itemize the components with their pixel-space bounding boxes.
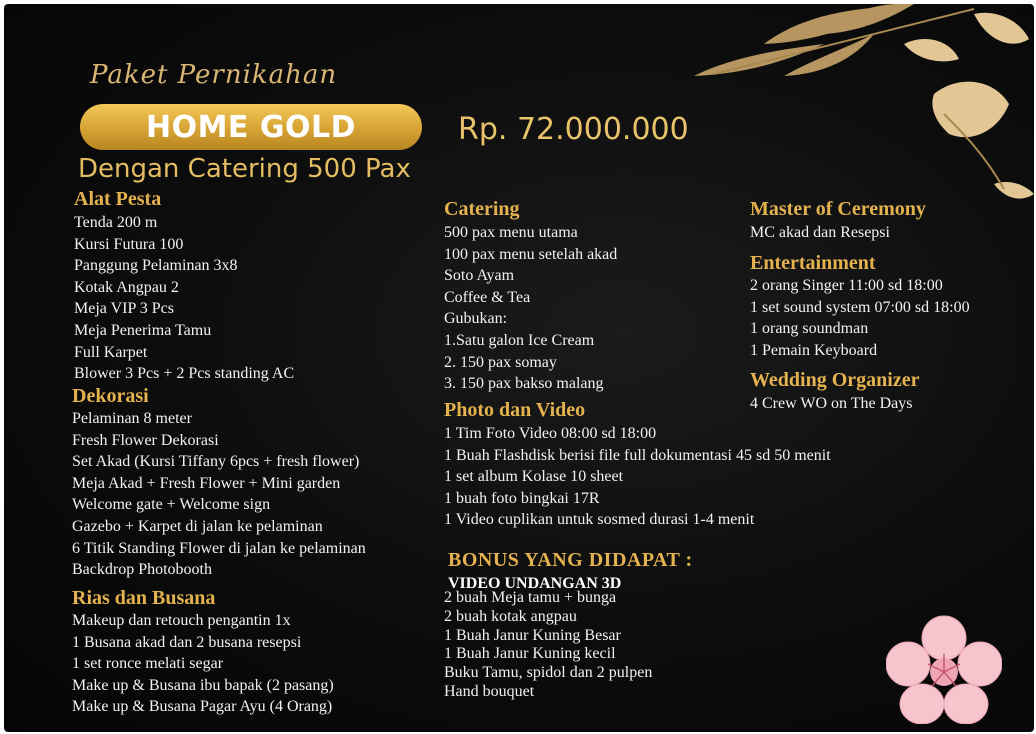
- section-title-rias: Rias dan Busana: [72, 587, 216, 609]
- list-item: Gazebo + Karpet di jalan ke pelaminan: [72, 517, 323, 535]
- package-name: HOME GOLD: [145, 109, 357, 145]
- list-item: 2. 150 pax somay: [444, 353, 557, 371]
- list-entertainment: [750, 275, 970, 361]
- list-item: Meja Akad + Fresh Flower + Mini garden: [72, 474, 341, 492]
- list-item: Backdrop Photobooth: [72, 561, 212, 579]
- list-item: MC akad dan Resepsi: [750, 224, 890, 241]
- bonus-subtitle: VIDEO UNDANGAN 3D: [448, 575, 622, 592]
- list-item: 1 Tim Foto Video 08:00 sd 18:00: [444, 425, 657, 442]
- list-item: 1 set sound system 07:00 sd 18:00: [750, 298, 970, 316]
- list-item: 1 set ronce melati segar: [72, 655, 224, 673]
- list-item: Blower 3 Pcs + 2 Pcs standing AC: [74, 365, 295, 383]
- section-title-alat-pesta: Alat Pesta: [74, 188, 162, 210]
- list-wo: [750, 393, 913, 415]
- list-item: 2 buah Meja tamu + bunga: [444, 589, 617, 606]
- list-item: Meja VIP 3 Pcs: [74, 300, 174, 318]
- list-catering: [444, 222, 617, 395]
- section-title-photo: Photo dan Video: [444, 399, 586, 421]
- list-item: 1.Satu galon Ice Cream: [444, 331, 595, 349]
- list-item: Coffee & Tea: [444, 288, 531, 306]
- list-alat-pesta: [74, 212, 294, 385]
- list-photo: [444, 423, 831, 531]
- list-item: Hand bouquet: [444, 682, 535, 700]
- list-item: 2 orang Singer 11:00 sd 18:00: [750, 277, 943, 294]
- list-bonus: [444, 589, 652, 702]
- list-dekorasi: [72, 408, 366, 581]
- list-mc: [750, 222, 890, 244]
- list-item: Set Akad (Kursi Tiffany 6pcs + fresh flower): [72, 453, 360, 471]
- list-item: 3. 150 pax bakso malang: [444, 375, 604, 393]
- list-item: Panggung Pelaminan 3x8: [74, 257, 238, 275]
- section-title-dekorasi: Dekorasi: [72, 385, 149, 407]
- section-title-mc: Master of Ceremony: [750, 198, 926, 220]
- list-item: Soto Ayam: [444, 267, 515, 285]
- list-item: 1 Buah Flashdisk berisi file full dokumentasi 45 sd 50 menit: [444, 446, 831, 464]
- list-rias: [72, 610, 334, 718]
- list-item: 500 pax menu utama: [444, 224, 578, 241]
- list-item: 1 buah foto bingkai 17R: [444, 489, 600, 507]
- list-item: Fresh Flower Dekorasi: [72, 431, 219, 449]
- list-item: 1 Video cuplikan untuk sosmed durasi 1-4 menit: [444, 511, 755, 529]
- list-item: 1 Buah Janur Kuning Besar: [444, 626, 621, 644]
- list-item: Meja Penerima Tamu: [74, 321, 212, 339]
- list-item: Makeup dan retouch pengantin 1x: [72, 612, 291, 629]
- section-title-wo: Wedding Organizer: [750, 369, 920, 391]
- gold-leaves-decoration: [674, 4, 1034, 214]
- package-subtitle: Dengan Catering 500 Pax: [78, 154, 411, 184]
- list-item: 100 pax menu setelah akad: [444, 245, 618, 263]
- list-item: 4 Crew WO on The Days: [750, 395, 913, 412]
- list-item: 1 Buah Janur Kuning kecil: [444, 645, 616, 663]
- list-item: Buku Tamu, spidol dan 2 pulpen: [444, 664, 653, 682]
- list-item: Pelaminan 8 meter: [72, 410, 192, 427]
- package-name-pill: [80, 104, 422, 150]
- list-item: Tenda 200 m: [74, 214, 158, 231]
- list-item: 1 set album Kolase 10 sheet: [444, 468, 624, 486]
- list-item: Make up & Busana Pagar Ayu (4 Orang): [72, 698, 333, 716]
- list-item: 1 Busana akad dan 2 busana resepsi: [72, 633, 302, 651]
- package-price: Rp. 72.000.000: [458, 112, 689, 147]
- list-item: 2 buah kotak angpau: [444, 607, 577, 625]
- section-title-catering: Catering: [444, 198, 520, 220]
- list-item: 1 Pemain Keyboard: [750, 341, 878, 359]
- list-item: Welcome gate + Welcome sign: [72, 496, 271, 514]
- package-card: [4, 4, 1034, 732]
- list-item: Gubukan:: [444, 310, 508, 328]
- script-title: Paket Pernikahan: [90, 60, 338, 90]
- section-title-entertainment: Entertainment: [750, 252, 876, 274]
- list-item: 1 orang soundman: [750, 320, 869, 338]
- bonus-title: BONUS YANG DIDAPAT :: [448, 549, 693, 571]
- list-item: 6 Titik Standing Flower di jalan ke pelaminan: [72, 539, 366, 557]
- list-item: Full Karpet: [74, 343, 148, 361]
- list-item: Make up & Busana ibu bapak (2 pasang): [72, 676, 334, 694]
- pink-flower-decoration: [886, 614, 1002, 724]
- list-item: Kotak Angpau 2: [74, 278, 179, 296]
- list-item: Kursi Futura 100: [74, 235, 184, 253]
